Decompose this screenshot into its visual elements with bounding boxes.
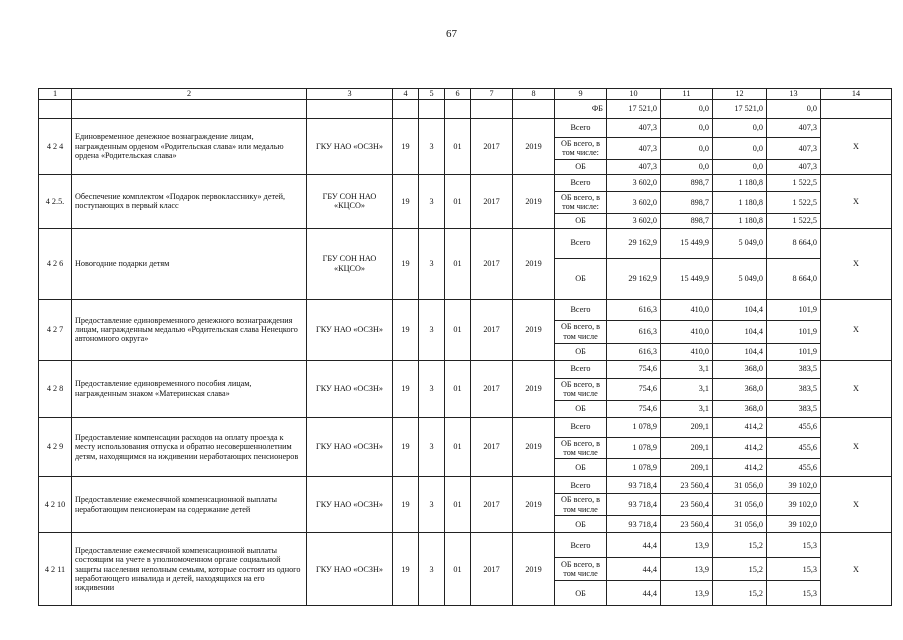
value-cell-total: 407,3 bbox=[607, 138, 661, 160]
funding-source-cell: Всего bbox=[555, 360, 607, 378]
activity-name: Новогодние подарки детям bbox=[72, 228, 307, 299]
value-cell-2017: 23 560,4 bbox=[661, 494, 713, 516]
mark-cell: X bbox=[821, 299, 892, 360]
value-cell-total: 3 602,0 bbox=[607, 191, 661, 213]
activity-number: 4 2 9 bbox=[39, 417, 72, 477]
activity-name: Предоставление единовременного пособия лицам, награжденным знаком «Материнская слава» bbox=[72, 360, 307, 417]
start-year: 2017 bbox=[471, 174, 513, 228]
value-cell-2019: 8 664,0 bbox=[767, 228, 821, 258]
executor: ГКУ НАО «ОСЗН» bbox=[307, 299, 393, 360]
value-cell-2019: 39 102,0 bbox=[767, 477, 821, 494]
value-cell-total: 616,3 bbox=[607, 320, 661, 343]
funding-source-cell: ОБ bbox=[555, 516, 607, 533]
end-year: 2019 bbox=[513, 299, 555, 360]
value-cell-total: 1 078,9 bbox=[607, 459, 661, 477]
value-cell-2017: 23 560,4 bbox=[661, 516, 713, 533]
value-cell-total: 93 718,4 bbox=[607, 494, 661, 516]
activity-name: Предоставление ежемесячной компенсационной выплаты состоящим на учете в уполномоченном органе социальной защиты населения неполным семьям, которые состоят из одного неработающего инвалида и детей, находящихся на его иждивении bbox=[72, 533, 307, 606]
start-year: 2017 bbox=[471, 228, 513, 299]
code-col-4: 19 bbox=[393, 417, 419, 477]
value-cell-2017: 209,1 bbox=[661, 417, 713, 437]
end-year: 2019 bbox=[513, 417, 555, 477]
activity-row bbox=[39, 417, 892, 437]
value-cell-2018: 17 521,0 bbox=[713, 100, 767, 119]
value-cell-2018: 414,2 bbox=[713, 437, 767, 459]
value-cell-2017: 13,9 bbox=[661, 533, 713, 558]
funding-source-cell: ОБ bbox=[555, 400, 607, 417]
code-col-6: 01 bbox=[445, 299, 471, 360]
value-cell-2019: 15,3 bbox=[767, 581, 821, 606]
value-cell-total: 616,3 bbox=[607, 299, 661, 320]
column-header-cell: 14 bbox=[821, 89, 892, 100]
empty-cell bbox=[821, 100, 892, 119]
value-cell-2018: 15,2 bbox=[713, 533, 767, 558]
column-header-cell: 10 bbox=[607, 89, 661, 100]
mark-cell: X bbox=[821, 228, 892, 299]
code-col-4: 19 bbox=[393, 174, 419, 228]
value-cell-2017: 3,1 bbox=[661, 360, 713, 378]
funding-source-cell: ОБ всего, в том числе bbox=[555, 378, 607, 400]
mark-cell: X bbox=[821, 477, 892, 533]
value-cell-2019: 39 102,0 bbox=[767, 516, 821, 533]
code-col-6: 01 bbox=[445, 228, 471, 299]
value-cell-2019: 8 664,0 bbox=[767, 258, 821, 299]
code-col-5: 3 bbox=[419, 119, 445, 175]
value-cell-2017: 0,0 bbox=[661, 138, 713, 160]
activity-name: Предоставление единовременного денежного вознаграждения лицам, награжденным медалью «Родительская слава Ненецкого автономного округа» bbox=[72, 299, 307, 360]
value-cell-2018: 368,0 bbox=[713, 378, 767, 400]
value-cell-2018: 368,0 bbox=[713, 400, 767, 417]
end-year: 2019 bbox=[513, 477, 555, 533]
value-cell-2018: 104,4 bbox=[713, 299, 767, 320]
activity-name: Предоставление компенсации расходов на оплату проезда к месту использования отпуска и обратно несовершеннолетним детям, находящимся на иждивении неработающих пенсионеров bbox=[72, 417, 307, 477]
funding-source-cell: Всего bbox=[555, 174, 607, 191]
value-cell-2019: 101,9 bbox=[767, 343, 821, 360]
value-cell-total: 17 521,0 bbox=[607, 100, 661, 119]
empty-cell bbox=[39, 100, 72, 119]
value-cell-total: 3 602,0 bbox=[607, 213, 661, 228]
value-cell-total: 44,4 bbox=[607, 533, 661, 558]
funding-source-cell: ОБ всего, в том числе bbox=[555, 320, 607, 343]
value-cell-2018: 414,2 bbox=[713, 459, 767, 477]
value-cell-2019: 455,6 bbox=[767, 459, 821, 477]
value-cell-2019: 383,5 bbox=[767, 360, 821, 378]
value-cell-2017: 209,1 bbox=[661, 437, 713, 459]
start-year: 2017 bbox=[471, 533, 513, 606]
empty-cell bbox=[445, 100, 471, 119]
funding-source-cell: Всего bbox=[555, 477, 607, 494]
code-col-5: 3 bbox=[419, 228, 445, 299]
activity-number: 4 2 6 bbox=[39, 228, 72, 299]
mark-cell: X bbox=[821, 360, 892, 417]
code-col-4: 19 bbox=[393, 228, 419, 299]
value-cell-2019: 407,3 bbox=[767, 159, 821, 174]
value-cell-2018: 104,4 bbox=[713, 320, 767, 343]
value-cell-2018: 0,0 bbox=[713, 119, 767, 138]
value-cell-2017: 898,7 bbox=[661, 191, 713, 213]
value-cell-2019: 0,0 bbox=[767, 100, 821, 119]
value-cell-total: 93 718,4 bbox=[607, 477, 661, 494]
funding-source-cell: Всего bbox=[555, 533, 607, 558]
value-cell-2017: 410,0 bbox=[661, 343, 713, 360]
activity-number: 4 2 11 bbox=[39, 533, 72, 606]
activity-number: 4 2 4 bbox=[39, 119, 72, 175]
funding-source-cell: ФБ bbox=[555, 100, 607, 119]
mark-cell: X bbox=[821, 533, 892, 606]
code-col-4: 19 bbox=[393, 477, 419, 533]
code-col-6: 01 bbox=[445, 477, 471, 533]
value-cell-2018: 104,4 bbox=[713, 343, 767, 360]
value-cell-2018: 31 056,0 bbox=[713, 477, 767, 494]
value-cell-2019: 455,6 bbox=[767, 417, 821, 437]
start-year: 2017 bbox=[471, 477, 513, 533]
value-cell-2018: 15,2 bbox=[713, 581, 767, 606]
executor: ГБУ СОН НАО «КЦСО» bbox=[307, 174, 393, 228]
funding-source-cell: ОБ всего, в том числе bbox=[555, 494, 607, 516]
value-cell-2017: 13,9 bbox=[661, 558, 713, 581]
column-header-cell: 7 bbox=[471, 89, 513, 100]
activity-row bbox=[39, 360, 892, 378]
code-col-5: 3 bbox=[419, 360, 445, 417]
activity-number: 4 2 10 bbox=[39, 477, 72, 533]
executor: ГБУ СОН НАО «КЦСО» bbox=[307, 228, 393, 299]
value-cell-total: 616,3 bbox=[607, 343, 661, 360]
code-col-5: 3 bbox=[419, 299, 445, 360]
value-cell-2019: 455,6 bbox=[767, 437, 821, 459]
code-col-6: 01 bbox=[445, 360, 471, 417]
value-cell-total: 44,4 bbox=[607, 558, 661, 581]
value-cell-2019: 101,9 bbox=[767, 299, 821, 320]
value-cell-2018: 0,0 bbox=[713, 138, 767, 160]
value-cell-2018: 15,2 bbox=[713, 558, 767, 581]
funding-source-cell: Всего bbox=[555, 119, 607, 138]
value-cell-2019: 1 522,5 bbox=[767, 191, 821, 213]
column-header-cell: 4 bbox=[393, 89, 419, 100]
value-cell-2019: 15,3 bbox=[767, 533, 821, 558]
value-cell-2019: 407,3 bbox=[767, 119, 821, 138]
value-cell-total: 93 718,4 bbox=[607, 516, 661, 533]
end-year: 2019 bbox=[513, 360, 555, 417]
activity-row bbox=[39, 477, 892, 494]
value-cell-2017: 3,1 bbox=[661, 400, 713, 417]
activity-row bbox=[39, 299, 892, 320]
activity-number: 4 2 8 bbox=[39, 360, 72, 417]
column-header-cell: 3 bbox=[307, 89, 393, 100]
activity-row bbox=[39, 228, 892, 258]
value-cell-2017: 898,7 bbox=[661, 174, 713, 191]
executor: ГКУ НАО «ОСЗН» bbox=[307, 533, 393, 606]
mark-cell: X bbox=[821, 174, 892, 228]
value-cell-2017: 898,7 bbox=[661, 213, 713, 228]
column-header-cell: 8 bbox=[513, 89, 555, 100]
activity-name: Предоставление ежемесячной компенсационной выплаты неработающим пенсионерам на содержание детей bbox=[72, 477, 307, 533]
activity-row bbox=[39, 119, 892, 138]
activity-row bbox=[39, 533, 892, 558]
funding-source-cell: ОБ всего, в том числе: bbox=[555, 138, 607, 160]
activity-row bbox=[39, 174, 892, 191]
value-cell-total: 754,6 bbox=[607, 378, 661, 400]
code-col-5: 3 bbox=[419, 417, 445, 477]
column-header-cell: 1 bbox=[39, 89, 72, 100]
empty-cell bbox=[393, 100, 419, 119]
value-cell-2017: 3,1 bbox=[661, 378, 713, 400]
value-cell-2017: 410,0 bbox=[661, 320, 713, 343]
value-cell-total: 44,4 bbox=[607, 581, 661, 606]
header-row bbox=[39, 89, 892, 100]
value-cell-total: 1 078,9 bbox=[607, 437, 661, 459]
code-col-6: 01 bbox=[445, 533, 471, 606]
funding-source-cell: ОБ bbox=[555, 343, 607, 360]
value-cell-2019: 1 522,5 bbox=[767, 213, 821, 228]
code-col-4: 19 bbox=[393, 533, 419, 606]
value-cell-2018: 1 180,8 bbox=[713, 213, 767, 228]
value-cell-2018: 368,0 bbox=[713, 360, 767, 378]
code-col-6: 01 bbox=[445, 417, 471, 477]
code-col-6: 01 bbox=[445, 174, 471, 228]
end-year: 2019 bbox=[513, 119, 555, 175]
value-cell-2019: 383,5 bbox=[767, 378, 821, 400]
column-header-cell: 13 bbox=[767, 89, 821, 100]
code-col-4: 19 bbox=[393, 299, 419, 360]
empty-cell bbox=[513, 100, 555, 119]
funding-source-cell: ОБ всего, в том числе bbox=[555, 437, 607, 459]
value-cell-total: 407,3 bbox=[607, 159, 661, 174]
value-cell-2019: 39 102,0 bbox=[767, 494, 821, 516]
value-cell-2019: 101,9 bbox=[767, 320, 821, 343]
column-header-cell: 6 bbox=[445, 89, 471, 100]
value-cell-2018: 31 056,0 bbox=[713, 494, 767, 516]
funding-source-cell: Всего bbox=[555, 299, 607, 320]
value-cell-2017: 23 560,4 bbox=[661, 477, 713, 494]
value-cell-2018: 414,2 bbox=[713, 417, 767, 437]
end-year: 2019 bbox=[513, 533, 555, 606]
value-cell-total: 754,6 bbox=[607, 400, 661, 417]
mark-cell: X bbox=[821, 417, 892, 477]
value-cell-2017: 15 449,9 bbox=[661, 228, 713, 258]
empty-cell bbox=[72, 100, 307, 119]
code-col-6: 01 bbox=[445, 119, 471, 175]
executor: ГКУ НАО «ОСЗН» bbox=[307, 477, 393, 533]
value-cell-2019: 407,3 bbox=[767, 138, 821, 160]
empty-cell bbox=[471, 100, 513, 119]
mark-cell: X bbox=[821, 119, 892, 175]
funding-source-cell: Всего bbox=[555, 417, 607, 437]
funding-source-cell: ОБ всего, в том числе bbox=[555, 558, 607, 581]
value-cell-2017: 209,1 bbox=[661, 459, 713, 477]
value-cell-2018: 1 180,8 bbox=[713, 191, 767, 213]
column-header-cell: 12 bbox=[713, 89, 767, 100]
column-header-cell: 2 bbox=[72, 89, 307, 100]
column-header-cell: 11 bbox=[661, 89, 713, 100]
executor: ГКУ НАО «ОСЗН» bbox=[307, 417, 393, 477]
value-cell-2019: 383,5 bbox=[767, 400, 821, 417]
value-cell-2017: 15 449,9 bbox=[661, 258, 713, 299]
funding-source-cell: ОБ bbox=[555, 459, 607, 477]
executor: ГКУ НАО «ОСЗН» bbox=[307, 119, 393, 175]
funding-source-cell: ОБ всего, в том числе: bbox=[555, 191, 607, 213]
funding-source-cell: ОБ bbox=[555, 213, 607, 228]
page-number: 67 bbox=[446, 28, 457, 40]
start-year: 2017 bbox=[471, 360, 513, 417]
code-col-5: 3 bbox=[419, 477, 445, 533]
value-cell-total: 3 602,0 bbox=[607, 174, 661, 191]
activity-name: Обеспечение комплектом «Подарок первокласснику» детей, поступающих в первый класс bbox=[72, 174, 307, 228]
value-cell-2018: 31 056,0 bbox=[713, 516, 767, 533]
funding-source-cell: ОБ bbox=[555, 258, 607, 299]
activity-number: 4 2.5. bbox=[39, 174, 72, 228]
program-table bbox=[38, 88, 892, 606]
value-cell-2017: 13,9 bbox=[661, 581, 713, 606]
value-cell-total: 754,6 bbox=[607, 360, 661, 378]
column-header-cell: 9 bbox=[555, 89, 607, 100]
funding-source-cell: ОБ bbox=[555, 159, 607, 174]
value-cell-2019: 1 522,5 bbox=[767, 174, 821, 191]
value-cell-2017: 410,0 bbox=[661, 299, 713, 320]
funding-source-cell: Всего bbox=[555, 228, 607, 258]
end-year: 2019 bbox=[513, 228, 555, 299]
value-cell-2019: 15,3 bbox=[767, 558, 821, 581]
value-cell-total: 29 162,9 bbox=[607, 258, 661, 299]
column-header-cell: 5 bbox=[419, 89, 445, 100]
code-col-5: 3 bbox=[419, 174, 445, 228]
code-col-4: 19 bbox=[393, 119, 419, 175]
value-cell-total: 29 162,9 bbox=[607, 228, 661, 258]
value-cell-2017: 0,0 bbox=[661, 119, 713, 138]
code-col-4: 19 bbox=[393, 360, 419, 417]
funding-source-cell: ОБ bbox=[555, 581, 607, 606]
value-cell-2018: 1 180,8 bbox=[713, 174, 767, 191]
value-cell-2018: 5 049,0 bbox=[713, 258, 767, 299]
carry-over-row bbox=[39, 100, 892, 119]
value-cell-2018: 5 049,0 bbox=[713, 228, 767, 258]
value-cell-2017: 0,0 bbox=[661, 159, 713, 174]
code-col-5: 3 bbox=[419, 533, 445, 606]
activity-name: Единовременное денежное вознаграждение лицам, награжденным орденом «Родительская слава» или медалью ордена «Родительская слава» bbox=[72, 119, 307, 175]
value-cell-total: 407,3 bbox=[607, 119, 661, 138]
value-cell-2017: 0,0 bbox=[661, 100, 713, 119]
end-year: 2019 bbox=[513, 174, 555, 228]
start-year: 2017 bbox=[471, 299, 513, 360]
executor: ГКУ НАО «ОСЗН» bbox=[307, 360, 393, 417]
activity-number: 4 2 7 bbox=[39, 299, 72, 360]
start-year: 2017 bbox=[471, 417, 513, 477]
value-cell-total: 1 078,9 bbox=[607, 417, 661, 437]
value-cell-2018: 0,0 bbox=[713, 159, 767, 174]
empty-cell bbox=[419, 100, 445, 119]
start-year: 2017 bbox=[471, 119, 513, 175]
empty-cell bbox=[307, 100, 393, 119]
